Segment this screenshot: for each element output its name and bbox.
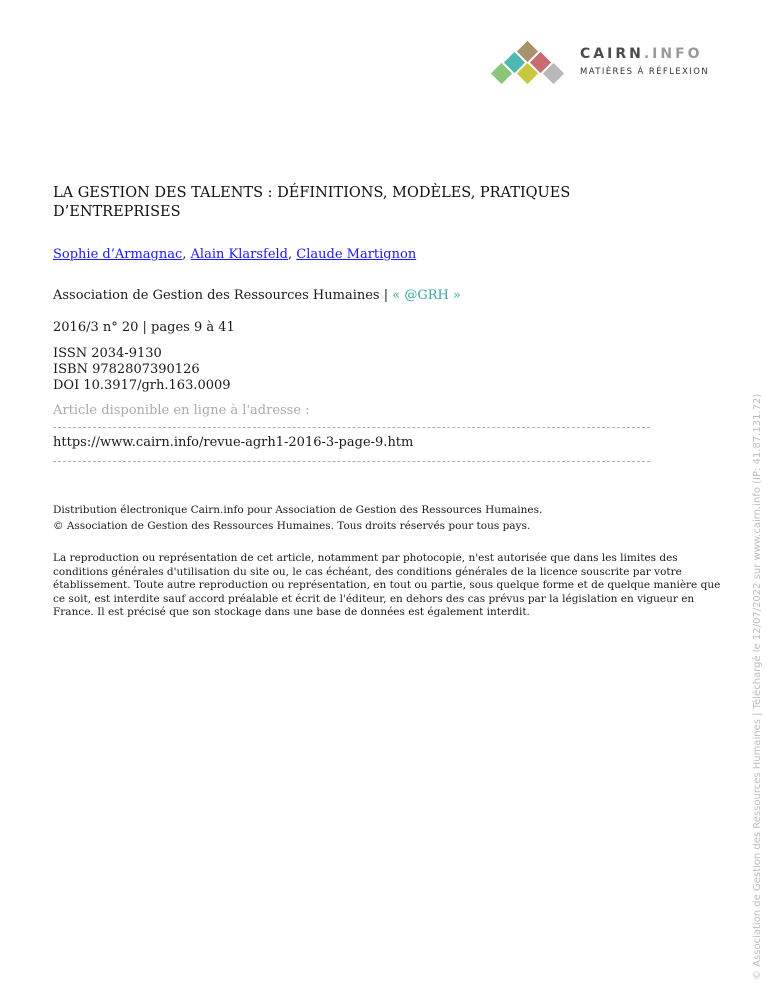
journal-link[interactable]: « @GRH »: [392, 288, 461, 303]
copyright-line: © Association de Gestion des Ressources Humaines. Tous droits réservés pour tous pays.: [53, 520, 531, 532]
doi: DOI 10.3917/grh.163.0009: [53, 378, 231, 393]
article-title: LA GESTION DES TALENTS : DÉFINITIONS, MODÈLES, PRATIQUES D’ENTREPRISES: [53, 185, 571, 220]
author-list: Sophie d’Armagnac, Alain Klarsfeld, Claude Martignon: [53, 247, 417, 262]
author-link[interactable]: Alain Klarsfeld: [190, 247, 288, 262]
identifiers: [53, 346, 231, 394]
logo-tagline: MATIÈRES À RÉFLEXION: [580, 67, 710, 77]
isbn: ISBN 9782807390126: [53, 362, 200, 377]
logo-wordmark: CAIRN.INFO: [580, 46, 703, 62]
issue-info: 2016/3 n° 20 | pages 9 à 41: [53, 320, 235, 335]
cairn-logo[interactable]: [488, 40, 728, 90]
article-url[interactable]: https://www.cairn.info/revue-agrh1-2016-3-page-9.htm: [53, 435, 414, 450]
availability-label: Article disponible en ligne à l'adresse :: [53, 403, 310, 418]
download-watermark: © Association de Gestion des Ressources Humaines | Téléchargé le 12/07/2022 sur www.cairn.info (IP: 41.87.131.72): [752, 393, 763, 980]
author-link[interactable]: Claude Martignon: [296, 247, 417, 262]
divider: [53, 461, 650, 462]
divider: [53, 427, 650, 428]
publisher-name: Association de Gestion des Ressources Humaines |: [53, 288, 393, 303]
author-link[interactable]: Sophie d’Armagnac: [53, 247, 183, 262]
publisher-line: [53, 288, 461, 303]
issn: ISSN 2034-9130: [53, 346, 162, 361]
legal-notice: La reproduction ou représentation de cet article, notamment par photocopie, n'est autorisée que dans les limites des conditions générales d'utilisation du site ou, le cas échéant, des conditions générales de la licence souscrite par votre établissement. Toute autre reproduction ou représentation, en tout ou partie, sous quelque forme et de quelque manière que ce soit, est interdite sauf accord préalable et écrit de l'éditeur, en dehors des cas prévus par la législation en vigueur en France. Il est précisé que son stockage dans une base de données est également interdit.: [53, 552, 721, 618]
distribution-notice: [53, 502, 542, 534]
distribution-line: Distribution électronique Cairn.info pour Association de Gestion des Ressources Humaines.: [53, 504, 543, 516]
